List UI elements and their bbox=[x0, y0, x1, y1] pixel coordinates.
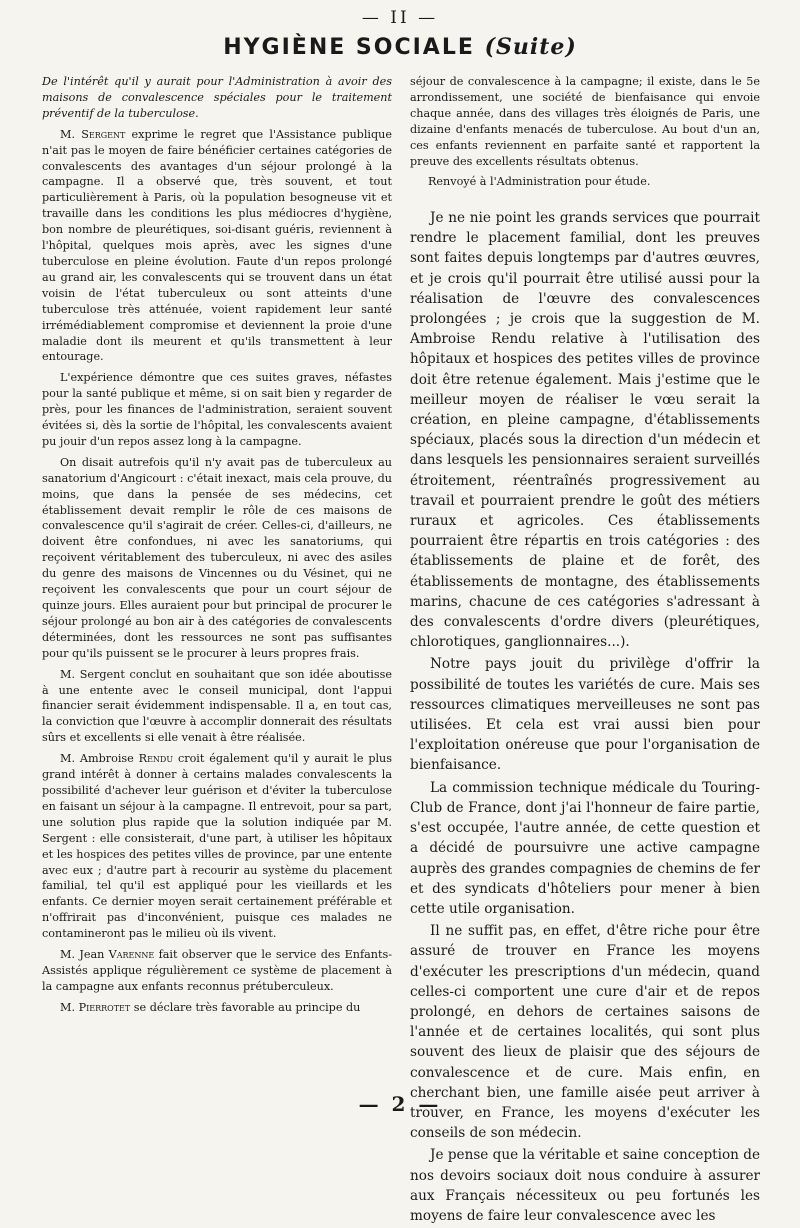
title-suffix: (Suite) bbox=[484, 34, 577, 60]
speaker-name: Pierrotet bbox=[78, 1000, 131, 1014]
paragraph-pierrotet bbox=[42, 1000, 392, 1016]
paragraph-varenne bbox=[42, 947, 392, 995]
paragraph-text: exprime le regret que l'Assistance publique n'ait pas le moyen de faire bénéficier certaines catégories de convalescents des avantages d'un séjour prolongé à la campagne. Il a observé que, très souvent, et tout particulièrement à Paris, où la population besogneuse vit et travaille dans les conditions les plus médiocres d'hygiène, bon nombre de pleurétiques, soi-disant guéris, reviennent à l'hôpital, quelques mois après, avec les signes d'une tuberculose en pleine évolution. Faute d'un repos prolongé au grand air, les convalescents qui se trouvent dans un état voisin de l'état tuberculeux ou sont atteints d'une tuberculose très atténuée, voient rapidement leur santé irrémédiablement compromise et deviennent la proie d'une maladie dont ils meurent et qu'ils transmettent à leur entourage. bbox=[42, 127, 392, 364]
paragraph-touring-club: La commission technique médicale du Touring-Club de France, dont j'ai l'honneur de faire partie, s'est occupée, l'autre année, de cette question et a décidé de poursuivre une active campagne auprès des grandes compagnies de chemins de fer et des syndicats d'hôteliers pour mener à bien cette utile organisation. bbox=[410, 779, 760, 917]
paragraph-text: croit également qu'il y aurait le plus grand intérêt à donner à certains malades convalescents la possibilité d'achever leur guérison et d'éviter la tuberculose en faisant un séjour à la campagne. Il entrevoit, pour sa part, une solution plus rapide que la solution indiquée par M. Sergent : elle consisterait, d'une part, à utiliser les hôpitaux et les hospices des petites villes de province, par une entente avec eux ; d'autre part à recourir au système du placement familial, tel qu'il est appliqué pour les vieillards et les enfants. Ce dernier moyen serait certainement préférable et n'offrirait pas d'inconvénient, puisque ces malades ne contamineront pas le milieu où ils vivent. bbox=[42, 752, 393, 941]
paragraph-devoirs-sociaux: Je pense que la véritable et saine conception de nos devoirs sociaux doit nous conduire à assurer aux Français nécessiteux ou peu fortunés les moyens de faire leur convalescence avec les bbox=[410, 1147, 760, 1224]
speaker-prefix: M. Ambroise bbox=[60, 752, 139, 766]
speaker-name: Rendu bbox=[138, 752, 174, 766]
paragraph-text: se déclare très favorable au principe du bbox=[130, 1000, 361, 1014]
title-main: HYGIÈNE SOCIALE bbox=[223, 35, 475, 60]
speaker-name: M. Sergent bbox=[60, 127, 126, 141]
paragraph-angicourt: On disait autrefois qu'il n'y avait pas de tuberculeux au sanatorium d'Angicourt : c'était inexact, mais cela prouve, du moins, que dans la pensée de ses médecins, cet établissement devait remplir le rôle de ces maisons de convalescence qu'il s'agirait de créer. Celles-ci, d'ailleurs, ne doivent être confondues, ni avec les sanatoriums, qui reçoivent véritablement des tuberculeux, ni avec des asiles du genre des maisons de Vincennes ou du Vésinet, qui ne reçoivent les convalescents que pour un court séjour de quinze jours. Elles auraient pour but principal de procurer le séjour prolongé au bon air à des catégories de convalescents déterminées, dont les ressources ne sont pas suffisantes pour qu'ils puissent se le procurer à leurs propres frais. bbox=[42, 455, 392, 660]
paragraph-referral: Renvoyé à l'Administration pour étude. bbox=[428, 175, 651, 189]
paragraph-riche: Il ne suffit pas, en effet, d'être riche pour être assuré de trouver en France les moyens d'exécuter les prescriptions d'un médecin, quand celles-ci comportent une cure d'air et de repos prolongé, en dehors de certaines saisons de l'année et de certaines localités, qui sont plus souvent des lieux de plaisir que des séjours de convalescence et de cure. Mais enfin, en cherchant bien, une famille aisée peut arriver à trouver, en France, les moyens d'exécuter les conseils de son médecin. bbox=[410, 923, 760, 1142]
paragraph-placement: Je ne nie point les grands services que pourrait rendre le placement familial, dont les preuves sont faites depuis longtemps par d'autres œuvres, et je crois qu'il pourrait être utilisé aussi pour la réalisation de l'œuvre des convalescences prolongées ; je crois que la suggestion de M. Ambroise Rendu relative à l'utilisation des hôpitaux et hospices des petites villes de province doit être retenue également. Mais j'estime que le meilleur moyen de réaliser le vœu serait la création, en pleine campagne, d'établissements spéciaux, placés sous la direction d'un médecin et dans lesquels les pensionnaires seraient surveillés étroitement, réentraînés progressivement au travail et pourraient prendre le goût des métiers ruraux et agricoles. Ces établissements pourraient être répartis en trois catégories : des établissements de plaine et de forêt, des établissements de montagne, des établissements marins, chacune de ces catégories s'adressant à des convalescents d'ordre divers (pleurétiques, chlorotiques, ganglionnaires...). bbox=[410, 210, 760, 651]
right-column-main bbox=[410, 208, 760, 1228]
paragraph-continuation: séjour de convalescence à la campagne; il existe, dans le 5e arrondissement, une société de bienfaisance qui envoie chaque année, dans des villages très éloignés de Paris, une dizaine d'enfants menacés de tuberculose. Au bout d'un an, ces enfants reviennent en parfaite santé et rapportent la preuve des excellents résultats obtenus. bbox=[410, 75, 760, 168]
paragraph-text: fait observer que le service des Enfants-Assistés applique régulièrement ce système de placement à la campagne aux enfants reconnus prétuberculeux. bbox=[42, 948, 392, 993]
left-column bbox=[42, 74, 392, 1021]
speaker-prefix: M. bbox=[60, 1000, 79, 1014]
speaker-name: Varenne bbox=[108, 948, 155, 962]
section-intro: De l'intérêt qu'il y aurait pour l'Administration à avoir des maisons de convalescence spéciales pour le traitement préventif de la tuberculose. bbox=[42, 75, 392, 120]
speaker-prefix: M. Jean bbox=[60, 948, 109, 962]
paragraph-rendu bbox=[42, 751, 392, 942]
paragraph-sergent bbox=[42, 127, 392, 366]
paragraph-experience: L'expérience démontre que ces suites graves, néfastes pour la santé publique et même, si on sait bien y regarder de près, pour les finances de l'administration, seraient souvent évitées si, dès la sortie de l'hôpital, les convalescents avaient pu jouir d'un repos assez long à la campagne. bbox=[42, 371, 392, 448]
page-title bbox=[0, 34, 800, 60]
top-page-number: — II — bbox=[361, 8, 439, 28]
right-column-top bbox=[410, 74, 760, 195]
paragraph-sergent-conclusion: M. Sergent conclut en souhaitant que son idée aboutisse à une entente avec le conseil municipal, dont l'appui financier serait évidemment indispensable. Il a, en tout cas, la conviction que l'œuvre à accomplir donnerait des résultats sûrs et excellents si elle venait à être réalisée. bbox=[42, 667, 392, 745]
paragraph-cure-varieties: Notre pays jouit du privilège d'offrir la possibilité de toutes les variétés de cure. Mais ses ressources climatiques merveilleuses ne sont pas utilisées. Et cela est vrai aussi bien pour l'exploitation onéreuse que pour l'organisation de bienfaisance. bbox=[410, 656, 760, 774]
bottom-page-number: — 2 — bbox=[358, 1092, 442, 1116]
